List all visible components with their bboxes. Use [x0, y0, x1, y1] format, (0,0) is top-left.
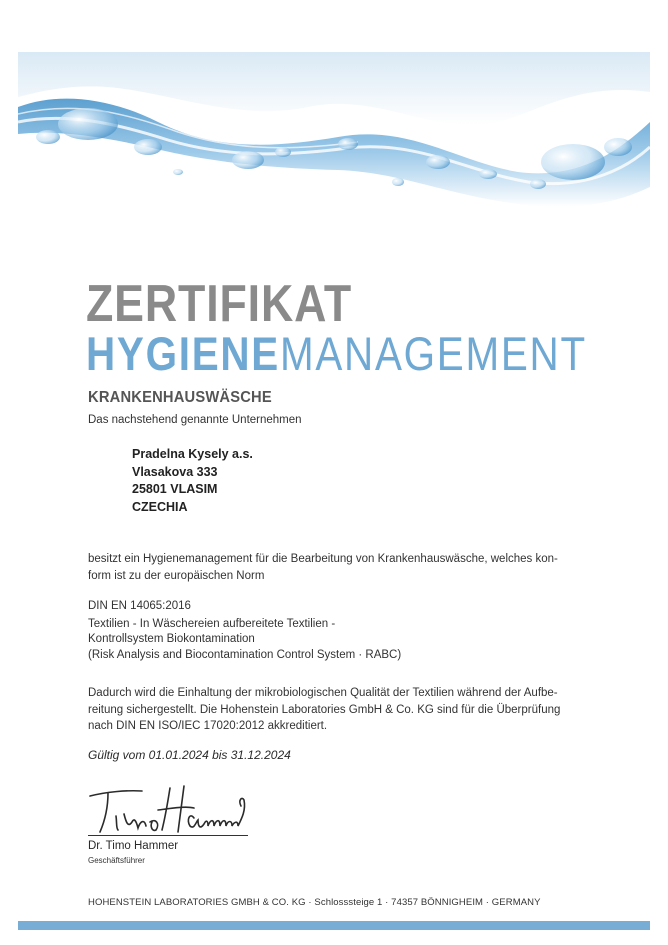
bottom-accent-bar — [18, 921, 650, 930]
compliance-line: Dadurch wird die Einhaltung der mikrobiologischen Qualität der Textilien während der Aufbe- — [88, 687, 558, 699]
signer-name: Dr. Timo Hammer — [88, 840, 179, 852]
footer-address: HOHENSTEIN LABORATORIES GMBH & CO. KG · Schlosssteige 1 · 74357 BÖNNIGHEIM · GERMANY — [88, 897, 541, 908]
statement-paragraph — [88, 551, 588, 585]
signature-line — [88, 835, 248, 836]
statement-line: form ist zu der europäischen Norm — [88, 570, 265, 582]
company-city: 25801 VLASIM — [132, 482, 218, 496]
company-address — [132, 446, 253, 516]
norm-title-line: Textilien - In Wäschereien aufbereitete Textilien - — [88, 617, 336, 630]
norm-code: DIN EN 14065:2016 — [88, 600, 191, 612]
validity-period: Gültig vom 01.01.2024 bis 31.12.2024 — [88, 748, 291, 762]
norm-block — [88, 599, 401, 663]
compliance-line: reitung sichergestellt. Die Hohenstein Laboratories GmbH & Co. KG sind für die Überprüfung — [88, 703, 561, 716]
company-street: Vlasakova 333 — [132, 464, 218, 479]
company-name: Pradelna Kysely a.s. — [132, 447, 253, 461]
handwritten-signature — [86, 778, 256, 840]
company-country: CZECHIA — [132, 499, 188, 514]
water-wave-banner — [18, 52, 650, 222]
subtitle-light: MANAGEMENT — [279, 327, 587, 380]
subtitle-bold: HYGIENE — [86, 327, 280, 380]
compliance-line: nach DIN EN ISO/IEC 17020:2012 akkreditiert. — [88, 720, 328, 732]
norm-title-line: Kontrollsystem Biokontamination — [88, 633, 255, 645]
signer-role: Geschäftsführer — [88, 856, 145, 865]
certificate-title: ZERTIFIKAT — [86, 275, 353, 333]
certificate-subtitle — [86, 327, 587, 380]
certificate-subject: KRANKENHAUSWÄSCHE — [88, 389, 272, 406]
compliance-paragraph — [88, 685, 588, 735]
statement-line: besitzt ein Hygienemanagement für die Bearbeitung von Krankenhauswäsche, welches kon- — [88, 553, 558, 565]
intro-text: Das nachstehend genannte Unternehmen — [88, 414, 302, 426]
norm-english: (Risk Analysis and Biocontamination Control System · RABC) — [88, 648, 402, 661]
